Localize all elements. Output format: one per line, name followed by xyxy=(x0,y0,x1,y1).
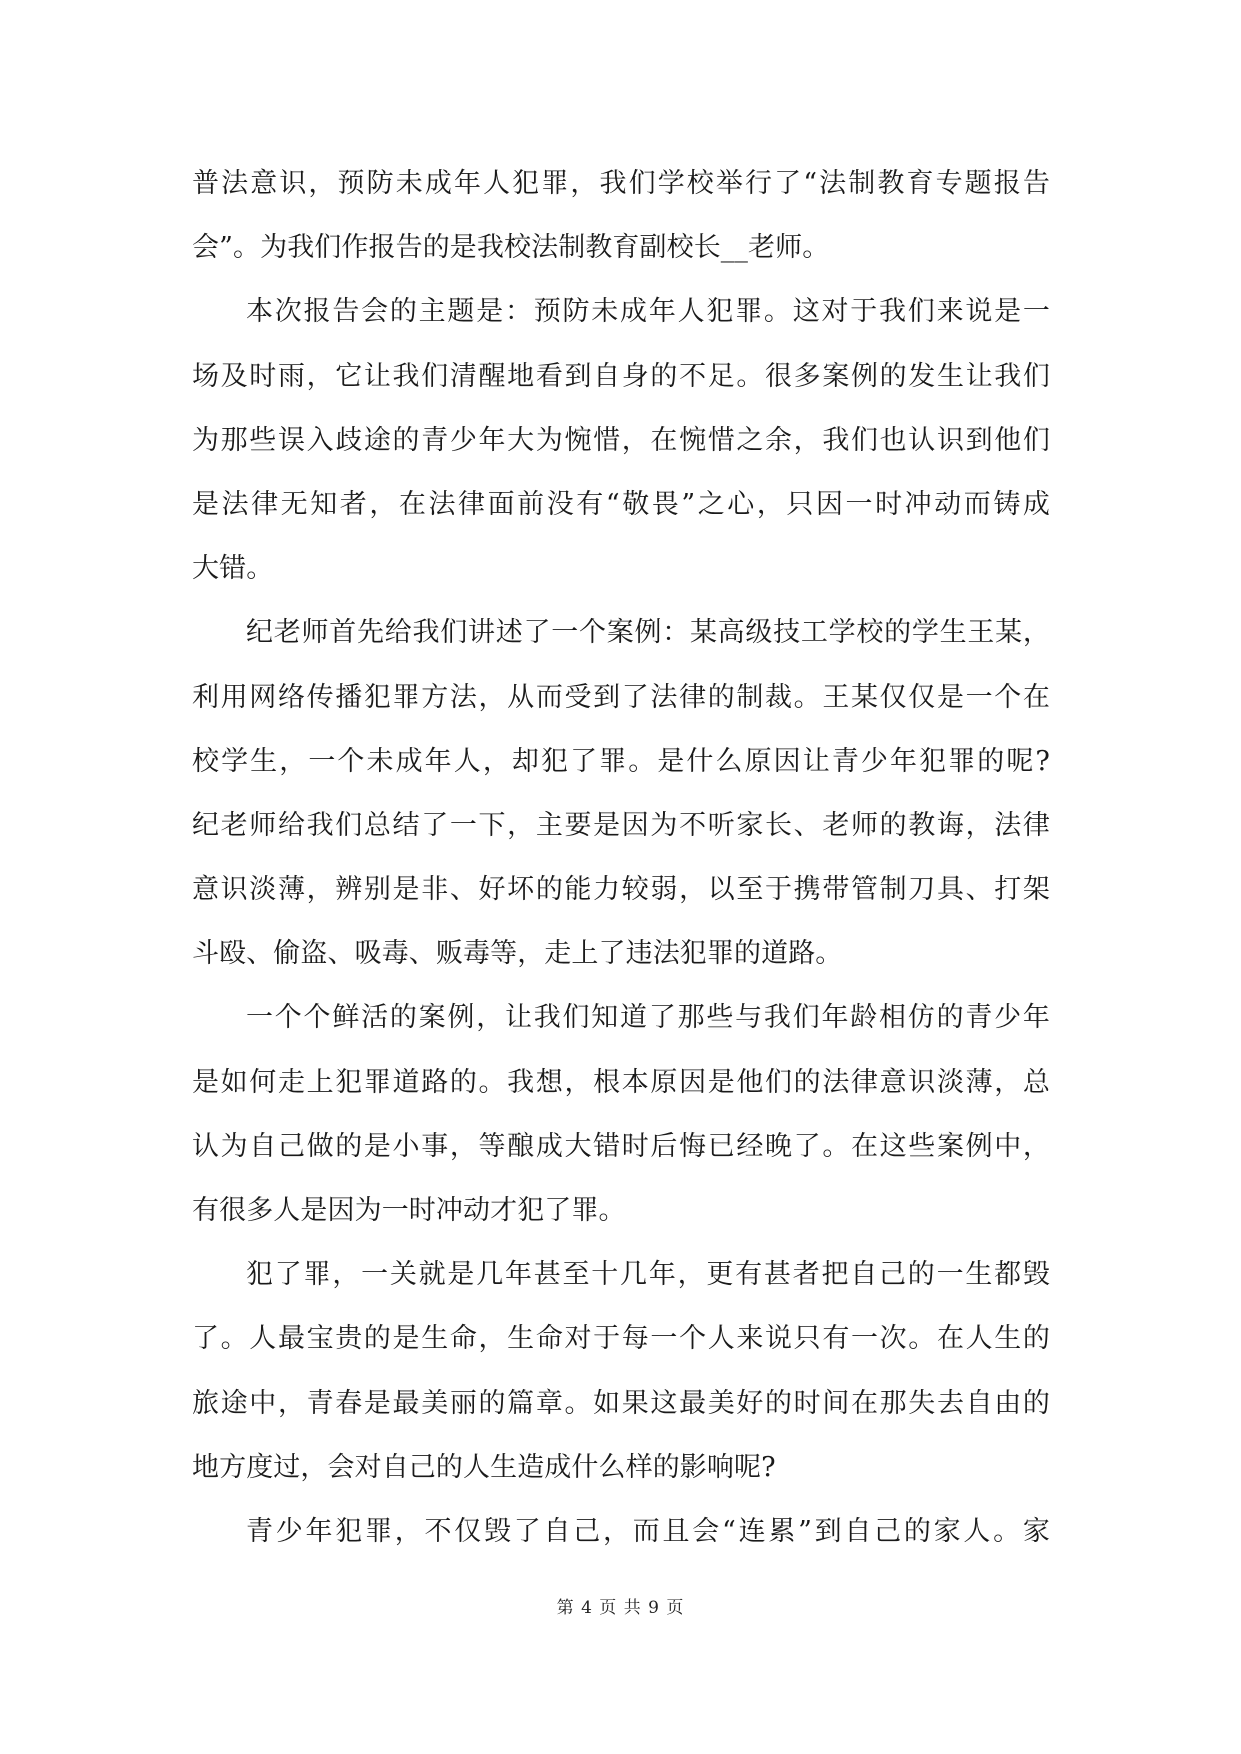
text-line: 一个个鲜活的案例，让我们知道了那些与我们年龄相仿的青少年 xyxy=(246,1002,1050,1034)
text-line: 有很多人是因为一时冲动才犯了罪。 xyxy=(192,1195,626,1226)
text-line: 是法律无知者，在法律面前没有“敬畏”之心，只因一时冲动而铸成 xyxy=(192,488,1050,520)
text-line: 会”。为我们作报告的是我校法制教育副校长__老师。 xyxy=(192,232,830,264)
text-line: 校学生，一个未成年人，却犯了罪。是什么原因让青少年犯罪的呢? xyxy=(192,745,1050,777)
page-number-footer: 第 4 页 共 9 页 xyxy=(556,1598,685,1618)
text-line: 利用网络传播犯罪方法，从而受到了法律的制裁。王某仅仅是一个在 xyxy=(192,681,1050,713)
text-line: 了。人最宝贵的是生命，生命对于每一个人来说只有一次。在人生的 xyxy=(192,1323,1050,1355)
text-line: 旅途中，青春是最美丽的篇章。如果这最美好的时间在那失去自由的 xyxy=(192,1387,1050,1419)
text-line: 认为自己做的是小事，等酿成大错时后悔已经晚了。在这些案例中， xyxy=(192,1130,1050,1162)
text-line: 犯了罪，一关就是几年甚至十几年，更有甚者把自己的一生都毁 xyxy=(246,1259,1050,1291)
text-line: 意识淡薄，辨别是非、好坏的能力较弱，以至于携带管制刀具、打架 xyxy=(192,874,1050,906)
text-line: 场及时雨，它让我们清醒地看到自身的不足。很多案例的发生让我们 xyxy=(192,360,1050,392)
body-text xyxy=(192,152,1050,1564)
text-line: 为那些误入歧途的青少年大为惋惜，在惋惜之余，我们也认识到他们 xyxy=(192,424,1050,456)
text-line: 大错。 xyxy=(192,553,274,585)
text-line: 普法意识，预防未成年人犯罪，我们学校举行了“法制教育专题报告 xyxy=(192,168,1050,199)
text-line: 纪老师首先给我们讲述了一个案例：某高级技工学校的学生王某， xyxy=(246,617,1050,649)
text-line: 是如何走上犯罪道路的。我想，根本原因是他们的法律意识淡薄，总 xyxy=(192,1066,1050,1098)
text-line: 青少年犯罪，不仅毁了自己，而且会“连累”到自己的家人。家 xyxy=(246,1515,1050,1547)
text-line: 本次报告会的主题是：预防未成年人犯罪。这对于我们来说是一 xyxy=(246,296,1050,328)
text-line: 纪老师给我们总结了一下，主要是因为不听家长、老师的教诲，法律 xyxy=(192,809,1050,841)
text-line: 地方度过，会对自己的人生造成什么样的影响呢? xyxy=(192,1451,776,1483)
text-line: 斗殴、偷盗、吸毒、贩毒等，走上了违法犯罪的道路。 xyxy=(192,938,843,970)
